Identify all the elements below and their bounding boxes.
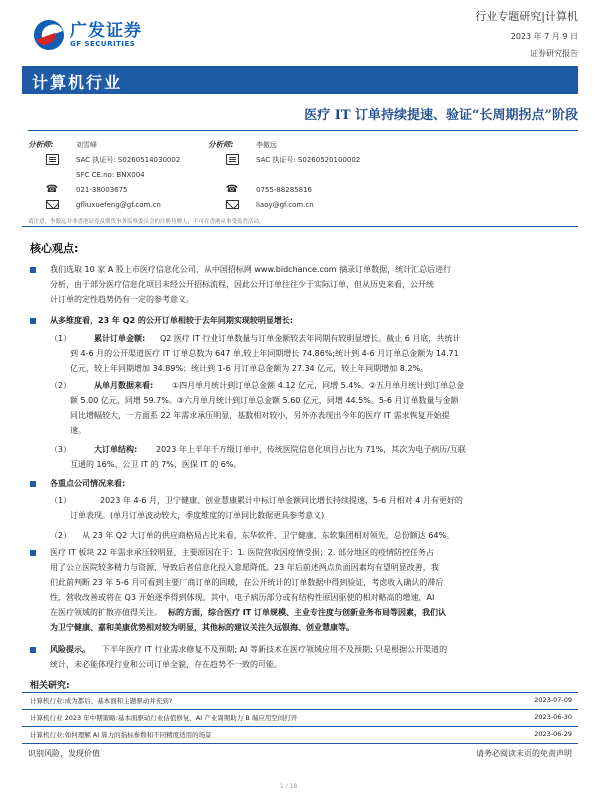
paragraph-line: 订单表现。(单月订单波动较大，季度维度的订单同比数据更具参考意义) (70, 511, 325, 520)
page-number: 1 / 18 (280, 783, 298, 790)
analyst-email[interactable]: gfliuxuefeng@gf.com.cn (76, 200, 161, 209)
paragraph-heading: 各重点公司情况来看: (50, 479, 126, 488)
analyst-label: 分析师: (28, 140, 54, 149)
footer-slogan: 识别风险，发现价值 (28, 749, 100, 758)
paragraph-line: 们此前判断 23 年 5-6 月可看到主要厂商订单的回暖，在公开统计的订单数据中得到验证，考虑收入确认的滞后 (50, 578, 444, 587)
paragraph-line: ①四月单月统计到订单总金额 4.12 亿元，同增 5.4%。②五月单月统计到订单总金 (172, 381, 465, 390)
paragraph-line: 我们选取 10 家 A 股上市医疗信息化公司，从中国招标网 www.bidchance.com 摘录订单数据，统计汇总后进行 (50, 265, 452, 274)
bullet-icon (30, 481, 36, 487)
related-item-title[interactable]: 计算机行业:成为都后、基本面和主题驱动并充到? (30, 697, 173, 705)
related-item-title[interactable]: 计算机行业:如何理解 AI 算力的指标参数和不同精度适用的场景 (30, 731, 212, 739)
related-item[interactable] (30, 692, 578, 709)
paragraph-line: 互通的 16%、公卫 IT 的 7%、医保 IT 的 6%。 (70, 460, 242, 469)
report-type: 行业专题研究|计算机 (475, 10, 578, 23)
related-item-title[interactable]: 计算机行业 2023 年中期策略:基本面驱动行业估值修复、AI 产业周期助力 B 端应用空间打开 (30, 714, 298, 722)
paragraph-line: 分析，由于部分医疗信息化项目未经公开招标流程，因此公开订单往往少于实际订单，但从历史来看，公开统 (50, 280, 434, 289)
logo-text-en: GF SECURITIES (70, 40, 136, 48)
analyst-name: 李傲远 (256, 140, 277, 149)
paragraph-line: 2023 年 4-6 月，卫宁健康、创业慧康累计中标订单金额同比增长持续提速，5-6 月相对 4 月有更好的 (100, 496, 463, 505)
paragraph-line: 医疗 IT 板块 22 年需求承压较明显，主要原因在于：1. 医院营收因疫情受损；2. 部分地区的疫情防控任务占 (50, 548, 434, 557)
risk-heading: 风险提示。 (50, 645, 90, 654)
id-card-icon (226, 154, 239, 165)
related-item-date: 2023-06-30 (534, 713, 572, 721)
report-kind: 证券研究报告 (530, 49, 578, 58)
core-view-title: 核心观点: (30, 242, 79, 255)
analyst-block (28, 130, 578, 220)
report-title: 医疗 IT 订单持续提速、验证“长周期拐点”阶段 (304, 108, 578, 123)
related-item[interactable] (30, 726, 578, 743)
paragraph-line: 统计，未必能体现行业和公司订单全貌，存在趋势不一致的可能。 (50, 660, 282, 669)
related-item-date: 2023-07-09 (534, 696, 572, 704)
paragraph-line: 同比增幅较大，一方面系 22 年需求承压明显，基数相对较小，另外亦表现出今年的医疗 IT 需求恢复开始提 (70, 411, 450, 420)
item-number: （2） (50, 381, 72, 390)
analyst-email[interactable]: liaoy@gf.com.cn (256, 200, 314, 209)
paragraph-line-bold: 标的方面，综合医疗 IT 订单规模、主业专注度与创新业务布局等因素，我们认 (168, 608, 447, 617)
paragraph-line: 速。 (70, 426, 86, 435)
paragraph-line: 下半年医疗 IT 行业需求修复不及预期; AI 等新技术在医疗领域应用不及预期; 只是根据公开渠道的 (102, 645, 448, 654)
bullet-icon (30, 267, 36, 273)
paragraph-line: 到 4-6 月的公开渠道医疗 IT 订单总数为 647 单,较上年同期增长 74.86%;统计到 4-6 月订单总金额为 14.71 (70, 349, 459, 358)
item-heading: 大订单结构: (94, 445, 138, 454)
logo-mark-icon (34, 20, 64, 50)
paragraph-line: 2023 年上半年千万级订单中，传统医院信息化项目占比为 71%，其次为电子病历/互联 (156, 445, 466, 454)
item-number: （2） (50, 531, 72, 540)
company-logo (34, 20, 142, 50)
id-card-icon (46, 154, 59, 165)
paragraph-line: 计订单的定性趋势仍有一定的参考意义。 (50, 295, 194, 304)
mail-icon (226, 200, 239, 209)
phone-icon: ☎ (225, 183, 239, 195)
paragraph-line: Q2 医疗 IT 行业订单数量与订单金额较去年同期有较明显增长。截止 6 月底，共统计 (160, 334, 461, 343)
paragraph-line: 用了公立医院较多精力与资源，导致后者信息化投入意愿降低。23 年后前述两点负面因素均有望明显改善，我 (50, 563, 439, 572)
item-number: （1） (50, 496, 72, 505)
industry-name: 计算机行业 (32, 73, 123, 92)
phone-icon: ☎ (45, 183, 59, 195)
divider (22, 743, 578, 744)
analyst-2 (208, 137, 468, 212)
report-header (0, 0, 600, 66)
analyst-label: 分析师: (208, 140, 234, 149)
analyst-disclaimer: 请注意，李傲远并非香港证券及期货事务监察委员会的注册持牌人，不可在香港从事受监管活动。 (28, 219, 265, 225)
footer-disclaimer: 请务必阅读末页的免责声明 (476, 749, 572, 758)
item-number: （3） (50, 445, 72, 454)
analyst-phone: 0755-88285816 (256, 185, 312, 194)
item-number: （1） (50, 334, 72, 343)
related-item-date: 2023-06-29 (534, 730, 572, 738)
report-date: 2023 年 7 月 9 日 (510, 32, 578, 41)
divider (22, 226, 578, 227)
analyst-sfc: SFC CE.no: BNX004 (76, 170, 145, 179)
paragraph-line: 从 23 年 Q2 大订单的供应商格局占比来看，东华软件、卫宁健康、东软集团相对领先，总份额达 64%。 (82, 531, 455, 540)
analyst-name: 刘雪峰 (76, 140, 97, 149)
analyst-sac: SAC 执证号: S0260514030002 (76, 155, 181, 164)
item-heading: 累计订单金额: (94, 334, 146, 343)
bullet-icon (30, 550, 36, 556)
paragraph-heading: 从多维度看，23 年 Q2 的公开订单相较于去年同期实现较明显增长: (50, 316, 294, 325)
paragraph-line: 在医疗领域的扩散亦值得关注。 (50, 608, 162, 617)
bullet-icon (30, 318, 36, 324)
mail-icon (46, 200, 59, 209)
paragraph-line: 额 5.00 亿元，同增 59.7%。③六月单月统计到订单总金额 5.60 亿元，同增 44.5%。5-6 月订单数量与金额 (70, 396, 459, 405)
related-item[interactable] (30, 709, 578, 726)
bullet-icon (30, 647, 36, 653)
related-research-title: 相关研究: (30, 681, 70, 691)
paragraph-line: 亿元，较上年同期增加 34.89%；统计到 1-6 月订单总金额为 27.34 亿元，较上年同期增加 8.2%。 (70, 364, 429, 373)
industry-banner (22, 66, 578, 94)
paragraph-line-bold: 为卫宁健康、嘉和美康优势相对较为明显，其他标的建议关注久远银海、创业慧康等。 (50, 623, 354, 632)
analyst-phone: 021-38003675 (76, 185, 128, 194)
item-heading: 从单月数据来看: (94, 381, 154, 390)
paragraph-line: 性，营收改善或将在 Q3 开始逐季得到体现。其中，电子病历部分或有结构性原因驱使的相对略高的增速，AI (50, 593, 435, 602)
logo-text-cn: 广发证券 (70, 21, 142, 41)
analyst-sac: SAC 执证号: S0260520100002 (256, 155, 361, 164)
